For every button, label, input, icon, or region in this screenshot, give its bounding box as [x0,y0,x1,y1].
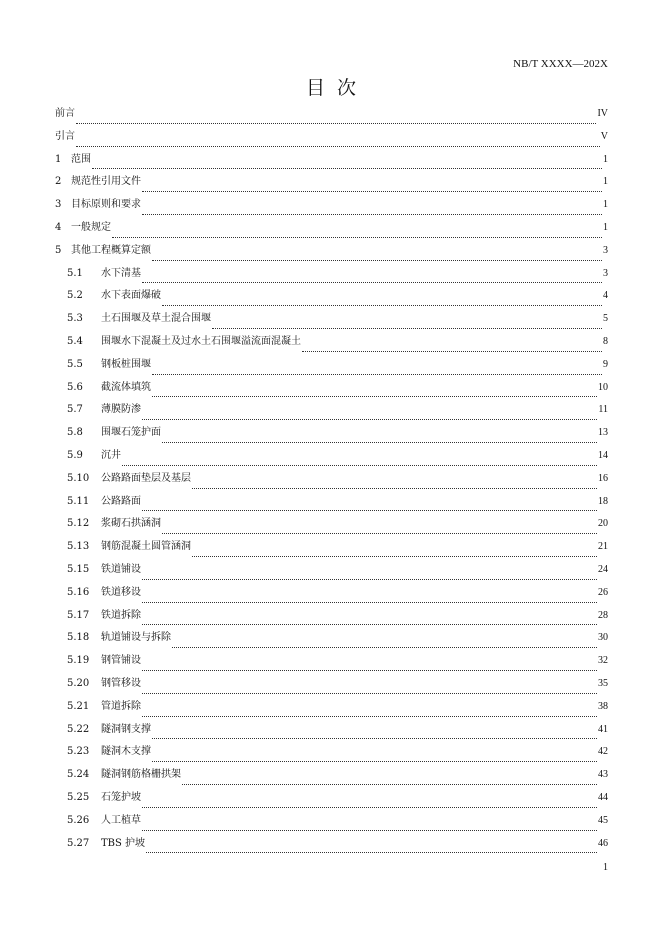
toc-entry-page: 13 [598,427,608,439]
toc-dot-leader [146,852,597,853]
toc-entry-label: 前言 [55,108,75,119]
toc-entry-page: 21 [598,541,608,553]
toc-entry-label: 截流体填筑 [101,381,151,393]
page-title-text: 目 次 [305,77,357,99]
toc-entry-number: 1 [55,153,62,165]
toc-entry-number: 5.4 [67,335,83,347]
toc-dot-leader [162,533,597,534]
toc-entry-label: 引言 [55,130,75,142]
toc-entry-number: 2 [55,176,62,188]
toc-entry[interactable] [55,355,608,378]
toc-entry-label: 铁道移设 [101,586,141,598]
toc-entry-page: 8 [603,335,608,347]
toc-dot-leader [152,738,597,739]
toc-entry-label: 其他工程概算定额 [71,244,151,256]
toc-entry-page: 30 [598,632,608,644]
toc-dot-leader [112,237,602,238]
toc-entry[interactable] [55,218,608,241]
toc-entry-page: 4 [603,290,608,302]
toc-dot-leader [192,556,597,557]
toc-entry-number: 5.10 [67,472,90,484]
toc-dot-leader [142,191,602,192]
toc-entry-page: 3 [603,267,608,279]
toc-entry[interactable] [55,765,608,788]
toc-entry[interactable] [55,469,608,492]
toc-entry-number: 5 [55,244,62,256]
toc-entry-label: 薄膜防渗 [101,404,141,416]
toc-entry[interactable] [55,492,608,515]
toc-entry[interactable] [55,674,608,697]
toc-entry-label: 隧洞钢支撑 [101,723,151,735]
toc-entry-number: 5.8 [67,427,83,439]
toc-entry-page: V [600,130,608,142]
toc-entry-label: 铁道拆除 [101,609,141,621]
toc-entry-page: 38 [598,700,608,712]
toc-entry[interactable] [55,378,608,401]
toc-entry[interactable] [55,309,608,332]
toc-entry-page: 46 [598,837,608,849]
toc-entry-number: 5.27 [67,837,90,849]
toc-entry[interactable] [55,583,608,606]
toc-entry-number: 5.20 [67,677,90,689]
toc-entry-page: IV [597,108,608,119]
toc-entry-number: 5.9 [67,449,83,461]
toc-entry-number: 5.25 [67,791,90,803]
document-code: NB/T XXXX—202X [513,58,608,70]
toc-entry[interactable] [55,423,608,446]
toc-entry-number: 5.3 [67,313,83,325]
toc-dot-leader [142,510,597,511]
toc-entry-page: 1 [603,153,608,165]
toc-dot-leader [212,328,602,329]
toc-entry-page: 5 [603,313,608,325]
toc-entry-label: TBS 护坡 [101,837,146,849]
toc-dot-leader [152,396,597,397]
toc-entry[interactable] [55,537,608,560]
toc-entry-label: 管道拆除 [101,700,141,712]
toc-entry[interactable] [55,286,608,309]
toc-dot-leader [152,374,602,375]
toc-entry-number: 5.15 [67,563,90,575]
toc-entry-page: 44 [598,791,608,803]
toc-entry-page: 42 [598,746,608,758]
toc-dot-leader [142,670,597,671]
toc-entry[interactable] [55,195,608,218]
toc-entry[interactable] [55,400,608,423]
page-title [0,73,662,100]
toc-entry[interactable] [55,697,608,720]
toc-dot-leader [302,351,602,352]
toc-entry-number: 5.19 [67,655,90,667]
toc-entry-label: 钢管移设 [101,677,141,689]
toc-entry-page: 16 [598,472,608,484]
toc-entry-number: 5.16 [67,586,90,598]
toc-dot-leader [142,282,602,283]
toc-dot-leader [142,693,597,694]
toc-entry-number: 4 [55,221,62,233]
toc-entry-page: 26 [598,586,608,598]
toc-entry-label: 人工植草 [101,814,141,826]
toc-entry[interactable] [55,446,608,469]
toc-entry-label: 沉井 [101,449,121,461]
toc-dot-leader [142,579,597,580]
toc-entry[interactable] [55,127,608,150]
toc-entry[interactable] [55,742,608,765]
toc-entry-page: 41 [598,723,608,735]
toc-entry-page: 11 [598,404,608,416]
toc-entry-label: 水下表面爆破 [101,290,161,302]
toc-entry-page: 1 [603,221,608,233]
toc-entry-label: 轨道铺设与拆除 [101,632,171,644]
toc-entry[interactable] [55,264,608,287]
toc-entry[interactable] [55,560,608,583]
toc-entry-label: 公路路面 [101,495,141,507]
toc-dot-leader [76,123,596,124]
toc-dot-leader [92,168,602,169]
toc-entry-label: 钢管铺设 [101,655,141,667]
toc-entry[interactable] [55,241,608,264]
page-number: 1 [603,862,608,873]
toc-entry-page: 20 [598,518,608,530]
toc-entry-label: 钢筋混凝土圆管涵洞 [101,541,191,553]
toc-dot-leader [152,260,602,261]
toc-entry[interactable] [55,172,608,195]
toc-entry[interactable] [55,811,608,834]
toc-dot-leader [142,214,602,215]
toc-entry-label: 公路路面垫层及基层 [101,472,191,484]
toc-entry[interactable] [55,628,608,651]
toc-dot-leader [142,602,597,603]
toc-entry-label: 铁道铺设 [101,563,141,575]
toc-entry[interactable] [55,150,608,173]
toc-entry-label: 隧洞钢筋格栅拱架 [101,769,181,781]
toc-entry-number: 5.2 [67,290,83,302]
toc-entry-label: 隧洞木支撑 [101,746,151,758]
toc-entry-number: 5.26 [67,814,90,826]
toc-entry-page: 1 [603,199,608,211]
toc-entry-number: 5.22 [67,723,90,735]
toc-entry-label: 水下清基 [101,267,141,279]
toc-entry-page: 43 [598,769,608,781]
toc-entry-label: 规范性引用文件 [71,176,141,188]
toc-entry-number: 5.7 [67,404,83,416]
toc-entry[interactable] [55,104,608,127]
toc-entry-label: 钢板桩围堰 [101,358,151,370]
toc-dot-leader [162,442,597,443]
toc-dot-leader [142,419,597,420]
toc-entry-number: 5.13 [67,541,90,553]
toc-entry[interactable] [55,514,608,537]
toc-dot-leader [142,716,597,717]
toc-entry[interactable] [55,720,608,743]
toc-entry-number: 5.6 [67,381,83,393]
toc-entry-number: 5.18 [67,632,90,644]
toc-entry-page: 1 [603,176,608,188]
toc-entry-label: 围堰水下混凝土及过水土石围堰溢流面混凝土 [101,335,301,347]
toc-dot-leader [142,830,597,831]
toc-dot-leader [76,146,600,147]
toc-entry-label: 范围 [71,153,91,165]
toc-entry-label: 围堰石笼护面 [101,427,161,439]
toc-entry[interactable] [55,332,608,355]
toc-entry-number: 5.11 [67,495,90,507]
toc-entry[interactable] [55,651,608,674]
toc-entry-label: 一般规定 [71,221,111,233]
toc-entry-number: 5.17 [67,609,90,621]
toc-entry-page: 18 [598,495,608,507]
toc-dot-leader [192,488,597,489]
toc-entry-label: 石笼护坡 [101,791,141,803]
toc-dot-leader [122,465,597,466]
toc-entry-number: 3 [55,199,62,211]
toc-dot-leader [182,784,597,785]
toc-entry[interactable] [55,606,608,629]
toc-entry-number: 5.21 [67,700,90,712]
toc-entry-number: 5.1 [67,267,83,279]
toc-entry-page: 24 [598,563,608,575]
toc-entry[interactable] [55,834,608,857]
toc-entry-page: 32 [598,655,608,667]
toc-dot-leader [142,624,597,625]
toc-entry-number: 5.5 [67,358,83,370]
toc-dot-leader [162,305,602,306]
toc-entry-page: 3 [603,244,608,256]
toc-entry[interactable] [55,788,608,811]
toc-entry-page: 28 [598,609,608,621]
toc-entry-page: 10 [598,381,608,393]
toc-entry-page: 14 [598,449,608,461]
toc-entry-label: 浆砌石拱涵洞 [101,518,161,530]
toc-entry-page: 35 [598,677,608,689]
toc-dot-leader [152,761,597,762]
table-of-contents [55,104,608,856]
toc-entry-page: 9 [603,358,608,370]
toc-entry-label: 土石围堰及草土混合围堰 [101,313,211,325]
toc-dot-leader [142,807,597,808]
toc-dot-leader [172,647,597,648]
toc-entry-number: 5.24 [67,769,90,781]
toc-entry-number: 5.23 [67,746,90,758]
toc-entry-page: 45 [598,814,608,826]
toc-entry-number: 5.12 [67,518,90,530]
toc-entry-label: 目标原则和要求 [71,199,141,211]
